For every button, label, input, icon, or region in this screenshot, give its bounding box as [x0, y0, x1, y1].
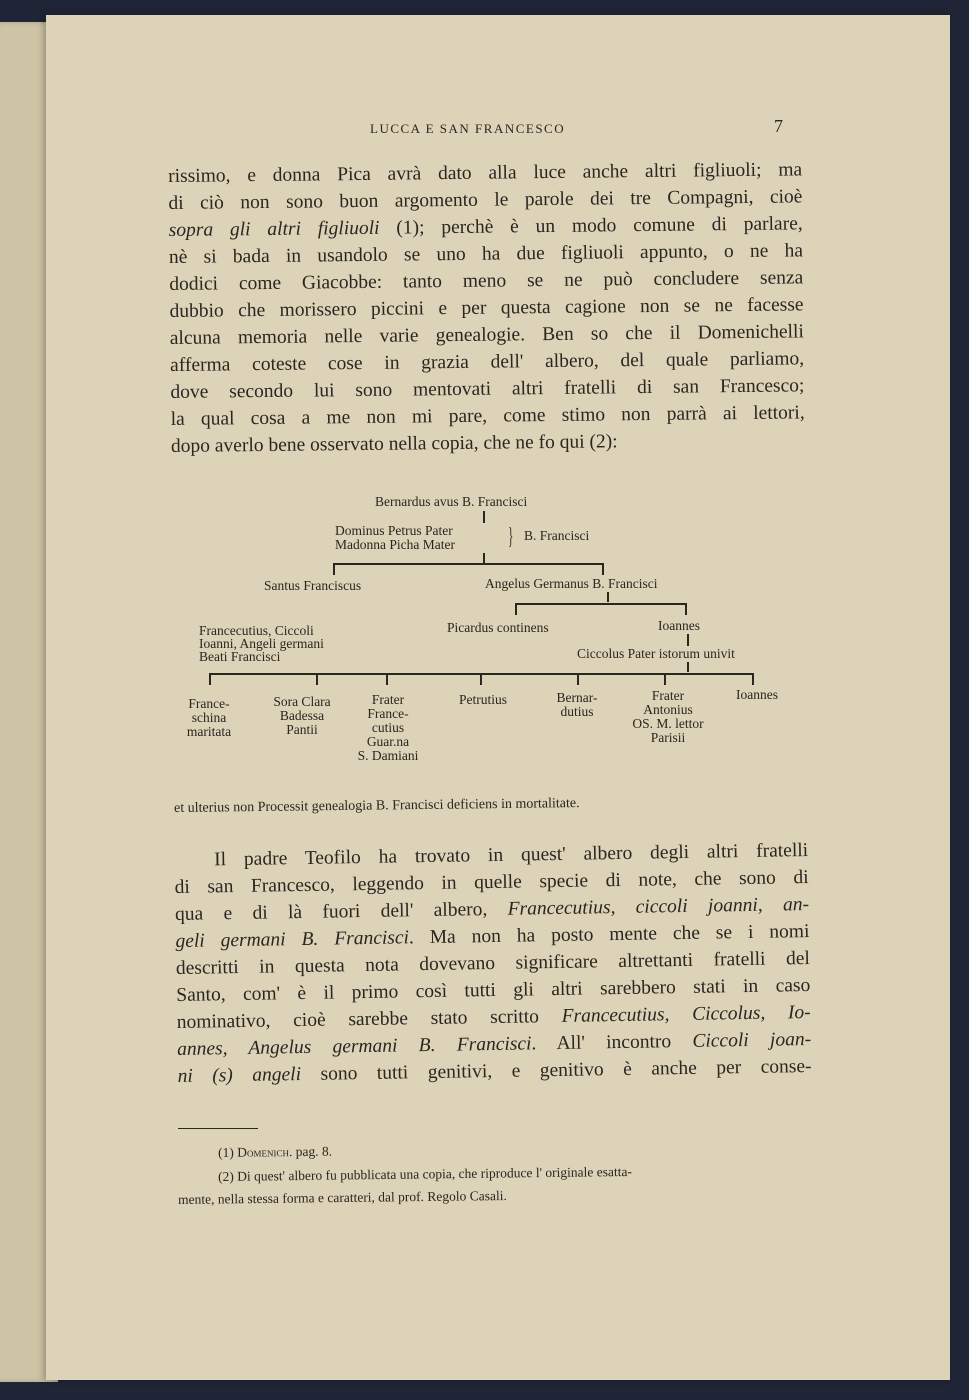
tree-connector	[480, 673, 482, 685]
text-line: alcuna memoria nelle varie genealogie. Ben so che il Domenichelli	[169, 321, 804, 349]
tree-child-frater-francecutius	[348, 693, 428, 763]
text-line: dodici come Giacobbe: tanto meno se ne può concludere senza	[169, 267, 804, 295]
italic-text: sopra gli altri figliuoli	[168, 217, 380, 241]
tree-connector	[685, 603, 687, 615]
text-fragment: . All' incontro	[531, 1030, 693, 1055]
text-line: descritti in questa nota dovevano significare altrettanti fratelli del	[175, 948, 810, 979]
paragraph-2	[174, 837, 812, 1090]
tree-note-line: Beati Francisci	[199, 649, 281, 664]
footnote-number: (2)	[218, 1168, 234, 1184]
footnote-1	[218, 1142, 332, 1163]
tree-child-line: S. Damiani	[357, 748, 419, 763]
text-fragment: qua e di là fuori dell' albero,	[174, 898, 508, 925]
text-fragment: sono tutti genitivi, e genitivo è anche per conse-	[300, 1056, 812, 1086]
italic-text: geli germani B. Francisci	[175, 927, 410, 952]
tree-child-frater-antonius	[618, 689, 718, 745]
text-line: di san Francesco, leggendo in quelle specie di note, che sono di	[174, 867, 809, 898]
tree-brace: }	[508, 524, 514, 550]
footnote-2-continued: mente, nella stessa forma e caratteri, dal prof. Regolo Casali.	[178, 1187, 507, 1207]
book-page	[46, 15, 950, 1380]
tree-child-line: France-	[188, 696, 230, 711]
tree-child-ioannes	[722, 688, 792, 702]
tree-child-line: Parisii	[650, 730, 686, 745]
tree-connector	[687, 662, 689, 672]
tree-picha: Madonna Picha Mater	[335, 537, 455, 552]
tree-child-line: Petrutius	[458, 692, 507, 707]
tree-connector	[664, 673, 666, 685]
text-line: dopo averlo bene osservato nella copia, che ne fo qui (2):	[170, 431, 618, 457]
tree-child-line: OS. M. lettor	[632, 716, 704, 731]
tree-child-line: Frater	[371, 692, 405, 707]
italic-text: annes, Angelus germani B. Francisci	[177, 1033, 532, 1060]
tree-child-line: Ioannes	[736, 687, 778, 702]
tree-child-line: Pantii	[286, 722, 318, 737]
tree-petrus: Dominus Petrus Pater	[335, 523, 453, 538]
tree-note-line: Francecutius, Ciccoli	[199, 623, 314, 638]
tree-angelus: Angelus Germanus B. Francisci	[485, 576, 658, 591]
tree-child-line: France-	[367, 706, 409, 721]
tree-connector	[316, 673, 318, 685]
tree-child-sora-clara	[262, 695, 342, 737]
tree-child-line: Badessa	[279, 708, 325, 723]
text-line: rissimo, e donna Pica avrà dato alla luce anche altri figliuoli; ma	[168, 159, 803, 187]
text-line: dove secondo lui sono mentovati altri fratelli di san Francesco;	[170, 375, 805, 403]
tree-child-petrutius	[443, 693, 523, 707]
tree-child-line: Guar.na	[366, 734, 410, 749]
text-line: di ciò non sono buon argomento le parole dei tre Compagni, cioè	[168, 186, 803, 214]
text-line: Il padre Teofilo ha trovato in quest' albero degli altri fratelli	[214, 840, 809, 871]
tree-ciccolus: Ciccolus Pater istorum univit	[577, 646, 735, 661]
tree-child-line: Bernar-	[556, 690, 598, 705]
text-line: Santo, com' è il primo così tutti gli altri sarebbero stati in caso	[176, 975, 811, 1006]
footnote-number: (1)	[218, 1144, 234, 1160]
italic-text: Francecutius, Ciccolus, Io-	[561, 1002, 811, 1027]
footnote-2	[218, 1162, 632, 1187]
text-line: la qual cosa a me non mi pare, come stimo non parrà ai lettori,	[170, 402, 805, 430]
text-fragment: nominativo, cioè sarebbe stato scritto	[176, 1005, 562, 1033]
tree-connector	[602, 563, 604, 575]
genealogy-tree	[46, 15, 950, 815]
tree-child-line: schina	[191, 710, 227, 725]
tree-connector	[483, 553, 485, 563]
italic-text: ni (s) angeli	[177, 1064, 302, 1087]
tree-child-line: Antonius	[643, 702, 693, 717]
italic-text: Francecutius, ciccoli joanni, an-	[507, 894, 810, 920]
tree-note-line: Ioanni, Angeli germani	[199, 636, 324, 651]
tree-connector	[386, 673, 388, 685]
page-number: 7	[774, 116, 783, 136]
tree-child-line: cutius	[371, 720, 405, 735]
tree-connector	[209, 673, 754, 675]
italic-text: Ciccoli joan-	[692, 1029, 812, 1052]
footnote-text: Di quest' albero fu pubblicata una copia, che riproduce l' originale esatta-	[237, 1163, 633, 1184]
tree-connector	[483, 511, 485, 523]
text-fragment: . Ma non ha posto mente che se i nomi	[408, 921, 810, 949]
tree-child-line: maritata	[186, 724, 232, 739]
footnote-rule	[178, 1128, 258, 1129]
footnote-text: pag. 8.	[292, 1143, 333, 1160]
tree-child-line: dutius	[560, 704, 594, 719]
running-head: LUCCA E SAN FRANCESCO	[370, 121, 566, 136]
tree-bernardus: Bernardus avus B. Francisci	[375, 494, 528, 509]
tree-connector	[752, 673, 754, 685]
tree-connector	[515, 603, 686, 605]
tree-child-line: Sora Clara	[273, 694, 331, 709]
text-line: afferma coteste cose in grazia dell' albero, del quale parliamo,	[170, 348, 805, 376]
tree-connector	[577, 673, 579, 685]
tree-child-bernardutius	[542, 691, 612, 719]
tree-connector	[333, 563, 335, 575]
text-fragment: (1); perchè è un modo comune di parlare,	[379, 213, 803, 239]
tree-santus: Santus Franciscus	[264, 578, 362, 593]
text-line: nè si bada in usandolo se uno ha due figliuoli appunto, o ne ha	[168, 240, 804, 268]
text-line: dubbio che morissero piccini e per questa cagione non se ne facesse	[169, 294, 804, 322]
tree-connector	[687, 634, 689, 646]
tree-connector	[607, 592, 609, 602]
tree-connector	[209, 673, 211, 685]
tree-ioannes: Ioannes	[658, 618, 700, 633]
tree-child-franceschina	[179, 697, 239, 739]
tree-connector	[333, 563, 603, 565]
tree-child-line: Frater	[651, 688, 685, 703]
tree-b-francisci: B. Francisci	[524, 528, 590, 543]
tree-tail-text: et ulterius non Processit genealogia B. Francisci deficiens in mortalitate.	[174, 796, 580, 816]
footnote-author: Domenich.	[237, 1144, 293, 1160]
tree-connector	[515, 603, 517, 615]
tree-picardus: Picardus continens	[447, 620, 549, 635]
